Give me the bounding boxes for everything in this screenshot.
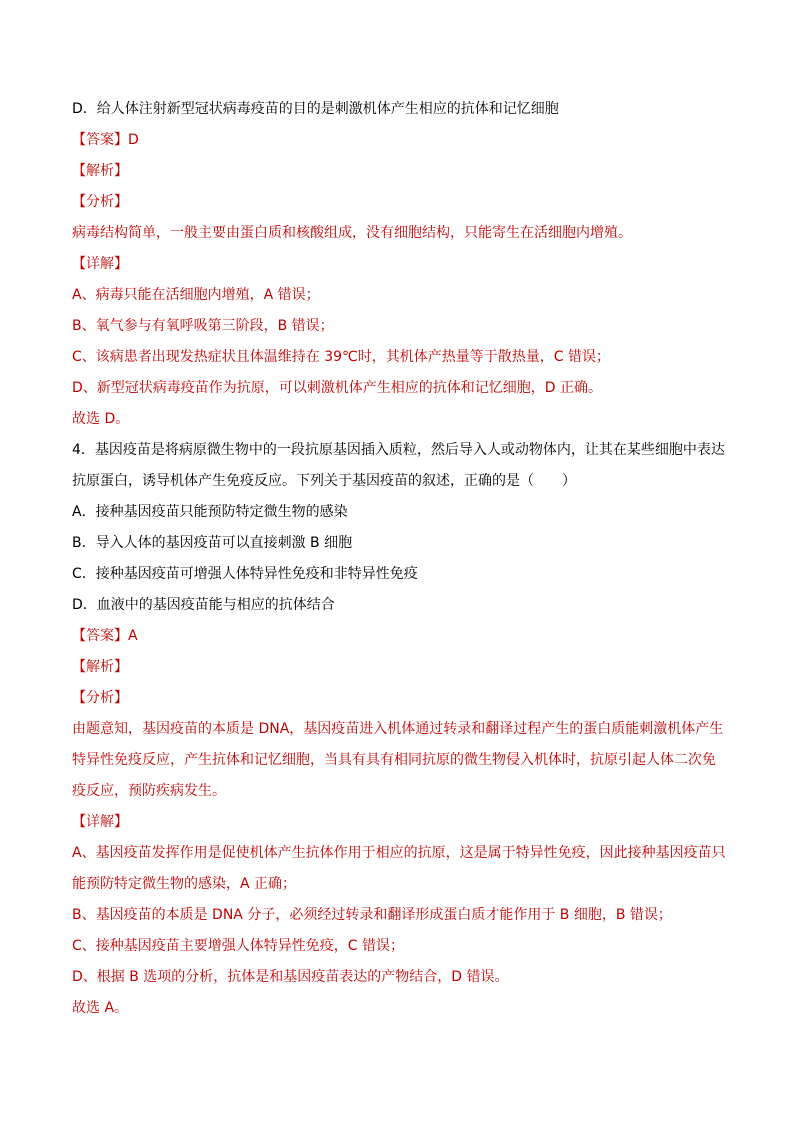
q3-detail-c: C、该病患者出现发热症状且体温维持在 39℃时，其机体产热量等于散热量，C 错误；	[72, 349, 610, 365]
q3-analysis: 病毒结构简单，一般主要由蛋白质和核酸组成，没有细胞结构，只能寄生在活细胞内增殖。	[72, 225, 632, 241]
q3-detail-b: B、氧气参与有氧呼吸第三阶段，B 错误；	[72, 318, 334, 334]
q4-fenxi-heading: 【分析】	[72, 690, 128, 706]
q4-option-b: B．导入人体的基因疫苗可以直接刺激 B 细胞	[72, 535, 353, 551]
q4-stem-line2: 抗原蛋白，诱导机体产生免疫反应。下列关于基因疫苗的叙述，正确的是（ ）	[72, 473, 576, 489]
q4-answer: 【答案】A	[72, 628, 138, 644]
q4-detail-a-line1: A、基因疫苗发挥作用是促使机体产生抗体作用于相应的抗原，这是属于特异性免疫，因此接种基因疫苗只	[72, 845, 726, 861]
q4-detail-b: B、基因疫苗的本质是 DNA 分子，必须经过转录和翻译形成蛋白质才能作用于 B 细胞，B 错误；	[72, 907, 672, 923]
q3-conclusion: 故选 D。	[72, 411, 130, 427]
q4-xiangjie-heading: 【详解】	[72, 814, 128, 830]
q4-jiexi-heading: 【解析】	[72, 659, 128, 675]
q4-detail-a-line2: 能预防特定微生物的感染，A 正确；	[72, 876, 297, 892]
q3-detail-a: A、病毒只能在活细胞内增殖，A 错误；	[72, 287, 320, 303]
q4-option-a: A．接种基因疫苗只能预防特定微生物的感染	[72, 504, 348, 520]
q3-detail-d: D、新型冠状病毒疫苗作为抗原，可以刺激机体产生相应的抗体和记忆细胞，D 正确。	[72, 380, 603, 396]
q3-answer: 【答案】D	[72, 132, 139, 148]
q3-jiexi-heading: 【解析】	[72, 163, 128, 179]
q4-option-c: C．接种基因疫苗可增强人体特异性免疫和非特异性免疫	[72, 566, 418, 582]
q4-analysis-line3: 疫反应，预防疾病发生。	[72, 783, 226, 799]
q3-option-d: D．给人体注射新型冠状病毒疫苗的目的是刺激机体产生相应的抗体和记忆细胞	[72, 101, 559, 117]
q4-detail-c: C、接种基因疫苗主要增强人体特异性免疫，C 错误；	[72, 938, 404, 954]
q3-xiangjie-heading: 【详解】	[72, 256, 128, 272]
q3-fenxi-heading: 【分析】	[72, 194, 128, 210]
q4-stem-line1: 4．基因疫苗是将病原微生物中的一段抗原基因插入质粒，然后导入人或动物体内，让其在某些细胞中表达	[72, 442, 725, 458]
q4-detail-d: D、根据 B 选项的分析，抗体是和基因疫苗表达的产物结合，D 错误。	[72, 969, 509, 985]
q4-analysis-line1: 由题意知，基因疫苗的本质是 DNA，基因疫苗进入机体通过转录和翻译过程产生的蛋白质能刺激机体产生	[72, 721, 724, 737]
q4-analysis-line2: 特异性免疫反应，产生抗体和记忆细胞，当具有具有相同抗原的微生物侵入机体时，抗原引起人体二次免	[72, 752, 716, 768]
document-page	[72, 94, 732, 1024]
q4-conclusion: 故选 A。	[72, 1000, 129, 1016]
q4-option-d: D．血液中的基因疫苗能与相应的抗体结合	[72, 597, 335, 613]
